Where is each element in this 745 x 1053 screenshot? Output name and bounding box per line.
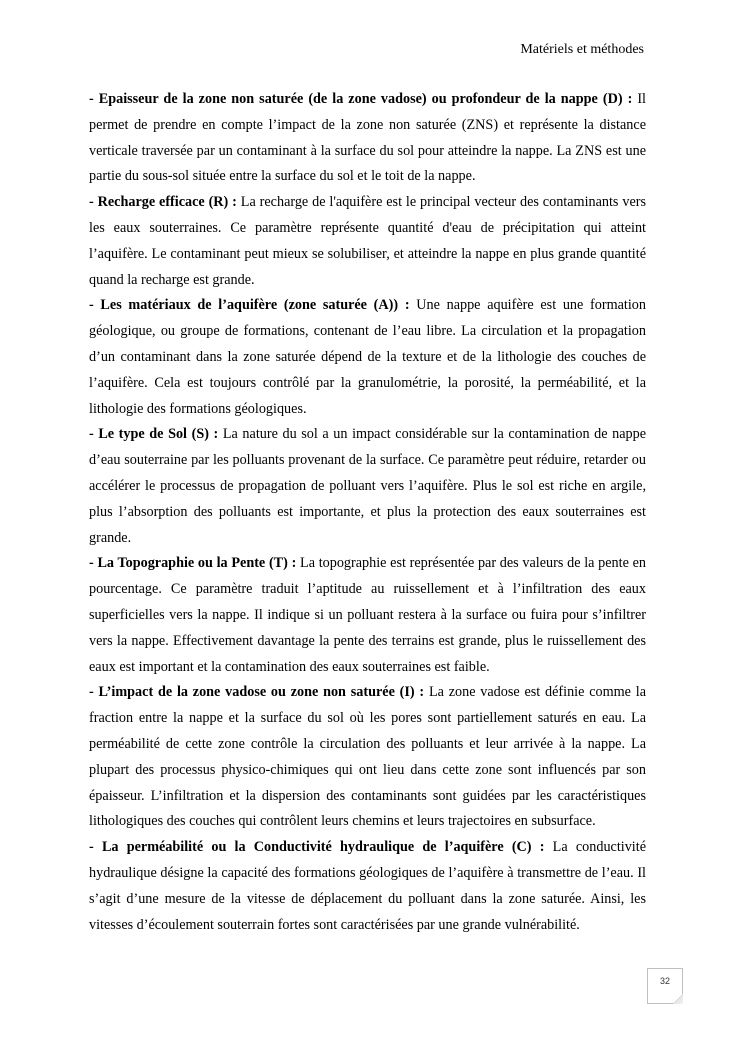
paragraph-text: La topographie est représentée par des valeurs de la pente en pourcentage. Ce paramètre traduit l’aptitude au ruissellement et à l’infiltration des eaux superficielles vers la nappe. Il indique si un polluant restera à la surface ou fuira pour s’infiltrer vers la nappe. Effectivement davantage la pente des terrains est grande, plus le ruissellement des eaux est important et la contamination des eaux souterraines est faible. <box>89 555 646 675</box>
paragraph-heading: - Les matériaux de l’aquifère (zone saturée (A)) : <box>89 297 410 314</box>
paragraph-aquifer-media <box>89 293 646 422</box>
paragraph-heading: - Le type de Sol (S) : <box>89 426 219 443</box>
paragraph-text: Une nappe aquifère est une formation géologique, ou groupe de formations, contenant de l’eau libre. La circulation et la propagation d’un contaminant dans la zone saturée dépend de la texture et de la lithologie des couches de l’aquifère. Cela est toujours contrôlé par la granulométrie, la porosité, la perméabilité, et la lithologie des formations géologiques. <box>89 297 646 417</box>
paragraph-soil-type <box>89 422 646 551</box>
paragraph-depth-to-water <box>89 87 646 190</box>
paragraph-text: La recharge de l'aquifère est le principal vecteur des contaminants vers les eaux souterraines. Ce paramètre représente quantité d'eau de précipitation qui atteint l’aquifère. Le contaminant peut mieux se solubiliser, et atteindre la nappe en plus grande quantité quand la recharge est grande. <box>89 194 646 288</box>
paragraph-heading: - Epaisseur de la zone non saturée (de la zone vadose) ou profondeur de la nappe (D) : <box>89 91 633 107</box>
paragraph-text: Il permet de prendre en compte l’impact de la zone non saturée (ZNS) et représente la distance verticale traversée par un contaminant à la surface du sol pour atteindre la nappe. La ZNS est une partie du sous-sol située entre la surface du sol et le toit de la nappe. <box>89 91 646 185</box>
paragraph-text: La zone vadose est définie comme la fraction entre la nappe et la surface du sol où les pores sont partiellement saturés en eau. La perméabilité de cette zone contrôle la circulation des polluants et leur arrivée à la nappe. La plupart des processus physico-chimiques qui ont lieu dans cette zone sont influencés par son épaisseur. L’infiltration et la dispersion des contaminants sont guidées par les caractéristiques lithologiques des couches qui contrôlent leurs chemins et leurs trajectoires en subsurface. <box>89 684 646 830</box>
page-curl-icon <box>673 994 683 1004</box>
paragraph-heading: - Recharge efficace (R) : <box>89 194 237 211</box>
paragraph-heading: - L’impact de la zone vadose ou zone non saturée (I) : <box>89 684 425 701</box>
paragraph-heading: - La Topographie ou la Pente (T) : <box>89 555 297 572</box>
paragraph-recharge <box>89 190 646 293</box>
paragraph-text: La conductivité hydraulique désigne la capacité des formations géologiques de l’aquifère à transmettre de l’eau. Il s’agit d’une mesure de la vitesse de déplacement du polluant dans la zone saturée. Ainsi, les vitesses d’écoulement souterrain fortes sont caractérisées par une grande vulnérabilité. <box>89 839 646 933</box>
document-body <box>89 87 646 938</box>
paragraph-conductivity <box>89 835 646 938</box>
paragraph-text: La nature du sol a un impact considérable sur la contamination de nappe d’eau souterraine par les polluants provenant de la surface. Ce paramètre peut réduire, retarder ou accélérer le processus de propagation de polluant vers l’aquifère. Plus le sol est riche en argile, plus l’absorption des polluants est importante, et plus la protection des eaux souterraines est grande. <box>89 426 646 546</box>
paragraph-vadose-impact <box>89 680 646 835</box>
paragraph-topography <box>89 551 646 680</box>
page-number: 32 <box>659 976 670 986</box>
paragraph-heading: - La perméabilité ou la Conductivité hydraulique de l’aquifère (C) : <box>89 839 545 856</box>
running-header: Matériels et méthodes <box>520 42 644 57</box>
